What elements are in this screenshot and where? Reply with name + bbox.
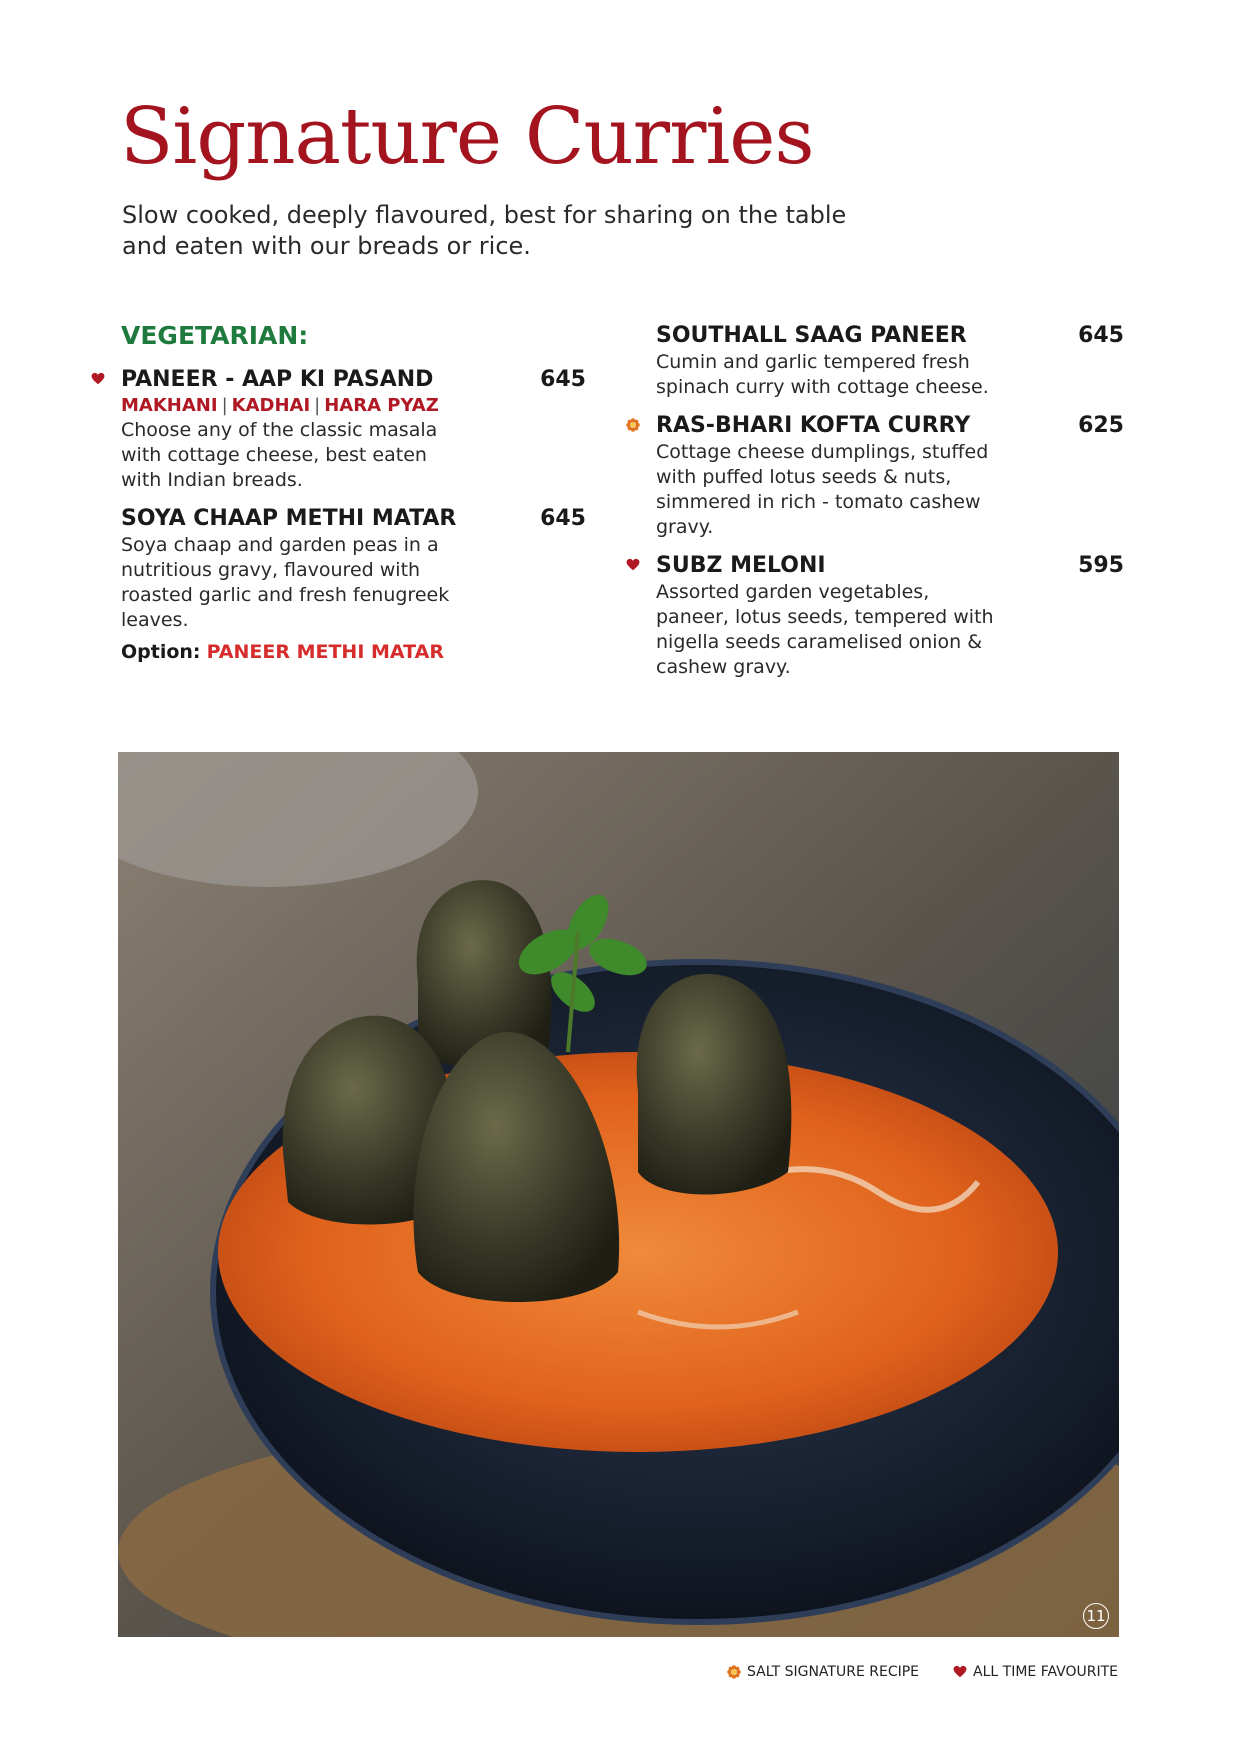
legend-signature-recipe — [727, 1664, 919, 1680]
menu-item-name: SOUTHALL SAAG PANEER — [656, 323, 967, 348]
menu-item-paneer-aap-ki-pasand — [121, 366, 586, 493]
page-number: 11 — [1083, 1603, 1109, 1629]
page-title: Signature Curries — [120, 92, 814, 182]
variant-options — [121, 394, 586, 418]
menu-item-description: Cottage cheese dumplings, stuffed with puffed lotus seeds & nuts, simmered in rich - tomato cashew gravy. — [656, 441, 989, 538]
menu-item-option — [121, 639, 586, 665]
menu-item-name: RAS-BHARI KOFTA CURRY — [656, 413, 971, 438]
menu-item-description: Soya chaap and garden peas in a nutritious gravy, flavoured with roasted garlic and fresh fenugreek leaves. — [121, 534, 450, 631]
menu-item-price: 625 — [1078, 413, 1124, 438]
menu-column-left — [121, 322, 586, 677]
menu-item-price: 645 — [1078, 323, 1124, 348]
menu-item-price: 645 — [540, 506, 586, 531]
menu-item-subz-meloni — [656, 552, 1124, 680]
menu-item-description: Assorted garden vegetables, paneer, lotus seeds, tempered with nigella seeds caramelised onion & cashew gravy. — [656, 581, 994, 678]
menu-item-price: 595 — [1078, 553, 1124, 578]
variant-hara-pyaz: HARA PYAZ — [324, 395, 439, 416]
menu-item-soya-chaap-methi-matar — [121, 505, 586, 665]
menu-item-description: Cumin and garlic tempered fresh spinach curry with cottage cheese. — [656, 351, 989, 398]
menu-item-southall-saag-paneer — [656, 322, 1124, 400]
legend-label: SALT SIGNATURE RECIPE — [747, 1664, 920, 1680]
variant-kadhai: KADHAI — [231, 395, 311, 416]
legend-all-time-favourite — [953, 1664, 1118, 1680]
menu-item-name: SUBZ MELONI — [656, 553, 826, 578]
variant-separator: | — [221, 395, 228, 416]
flower-icon — [727, 1665, 741, 1679]
menu-item-name: PANEER - AAP KI PASAND — [121, 367, 434, 392]
legend-label: ALL TIME FAVOURITE — [973, 1664, 1118, 1680]
variant-separator: | — [314, 395, 321, 416]
flower-icon — [626, 418, 640, 432]
variant-makhani: MAKHANI — [121, 395, 218, 416]
menu-item-name: SOYA CHAAP METHI MATAR — [121, 506, 457, 531]
menu-item-description: Choose any of the classic masala with cottage cheese, best eaten with Indian breads. — [121, 419, 438, 491]
dish-photo — [118, 752, 1119, 1637]
heart-icon — [91, 372, 105, 386]
heart-icon — [626, 558, 640, 572]
option-value: PANEER METHI MATAR — [206, 641, 444, 663]
option-label: Option: — [121, 641, 201, 663]
heart-icon — [953, 1665, 967, 1679]
page-subtitle: Slow cooked, deeply flavoured, best for sharing on the table and eaten with our breads or rice. — [122, 201, 847, 260]
section-heading-vegetarian: VEGETARIAN: — [121, 321, 309, 350]
menu-item-ras-bhari-kofta-curry — [656, 412, 1124, 540]
menu-item-price: 645 — [540, 367, 586, 392]
kofta-curry-illustration — [118, 752, 1119, 1637]
menu-column-right — [656, 322, 1124, 692]
legend — [727, 1664, 1118, 1680]
